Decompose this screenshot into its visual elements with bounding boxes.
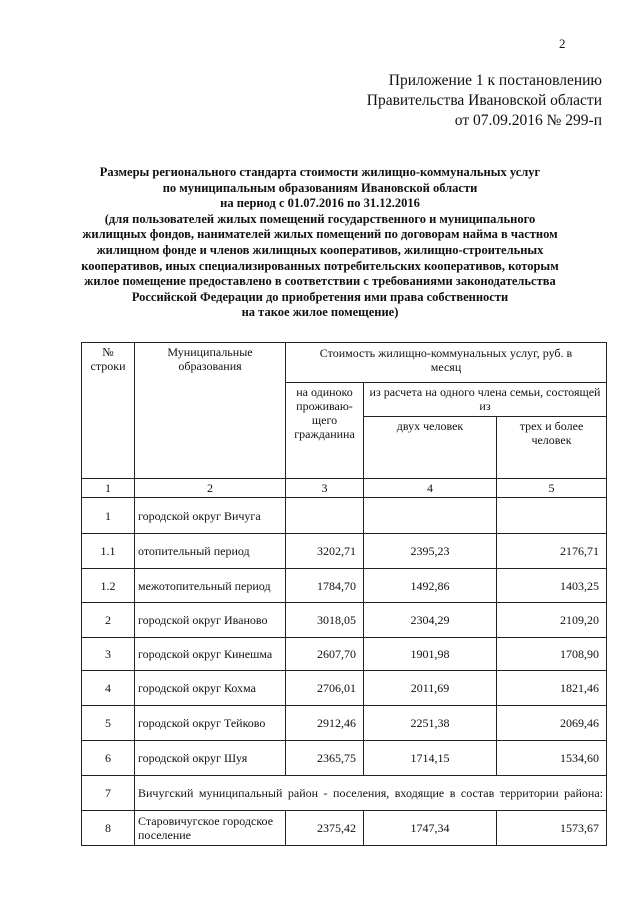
title-line: на такое жилое помещение) <box>241 305 399 320</box>
table-row <box>82 569 607 603</box>
column-number: 4 <box>364 479 497 498</box>
row-name: городской округ Вичуга <box>135 498 286 534</box>
table-row <box>82 498 607 534</box>
row-two: 2304,29 <box>364 603 497 638</box>
table-row <box>82 638 607 671</box>
rates-table <box>81 342 607 846</box>
row-two: 1747,34 <box>364 811 497 846</box>
row-two: 2395,23 <box>364 534 497 569</box>
row-single: 2912,46 <box>286 706 364 741</box>
row-single: 2365,75 <box>286 741 364 776</box>
appendix-line: Правительства Ивановской области <box>366 92 602 109</box>
row-single: 2706,01 <box>286 671 364 706</box>
row-two: 1714,15 <box>364 741 497 776</box>
row-three: 1708,90 <box>497 638 607 671</box>
row-name: городской округ Иваново <box>135 603 286 638</box>
row-number: 1.2 <box>82 569 135 603</box>
table-row <box>82 741 607 776</box>
title-line: Российской Федерации до приобретения ими права собственности <box>131 289 509 304</box>
appendix-line: Приложение 1 к постановлению <box>388 72 602 89</box>
row-name: Старовичугское городское поселение <box>135 811 286 846</box>
document-title <box>70 165 570 321</box>
row-number: 1 <box>82 498 135 534</box>
table-row <box>82 671 607 706</box>
row-name: межотопительный период <box>135 569 286 603</box>
row-single <box>286 498 364 534</box>
row-two: 2011,69 <box>364 671 497 706</box>
row-two <box>364 498 497 534</box>
row-three: 2109,20 <box>497 603 607 638</box>
header-single: на одиноко проживаю-щего гражданина <box>286 383 364 479</box>
row-two: 2251,38 <box>364 706 497 741</box>
row-three: 1403,25 <box>497 569 607 603</box>
row-number: 2 <box>82 603 135 638</box>
table-row <box>82 811 607 846</box>
title-line: по муниципальным образованиям Ивановской области <box>162 180 478 195</box>
header-row-number: № строки <box>82 343 135 479</box>
district-heading: Вичугский муниципальный район - поселения, входящие в состав территории района: <box>135 776 607 811</box>
title-line: жилищном фонде и членов жилищных кооперативов, жилищно-строительных <box>96 242 544 257</box>
column-number: 2 <box>135 479 286 498</box>
table-header-row <box>82 343 607 383</box>
appendix-header <box>367 71 602 131</box>
row-three <box>497 498 607 534</box>
header-two: двух человек <box>364 417 497 479</box>
row-single: 3202,71 <box>286 534 364 569</box>
row-number: 1.1 <box>82 534 135 569</box>
table-row <box>82 776 607 811</box>
table-row <box>82 534 607 569</box>
row-single: 2375,42 <box>286 811 364 846</box>
row-number: 8 <box>82 811 135 846</box>
row-three: 1573,67 <box>497 811 607 846</box>
title-line: кооперативов, иных специализированных потребительских кооперативов, которым <box>81 258 559 273</box>
row-three: 2176,71 <box>497 534 607 569</box>
page-number: 2 <box>559 36 566 51</box>
column-number: 3 <box>286 479 364 498</box>
row-number: 4 <box>82 671 135 706</box>
header-per-member: из расчета на одного члена семьи, состоящей из <box>364 383 607 417</box>
title-line: жилищных фондов, нанимателей жилых помещений по договорам найма в частном <box>82 227 558 242</box>
appendix-line: от 07.09.2016 № 299-п <box>454 112 602 129</box>
title-line: на период с 01.07.2016 по 31.12.2016 <box>220 196 420 211</box>
header-cost: Стоимость жилищно-коммунальных услуг, руб. в месяц <box>286 343 607 383</box>
row-name: городской округ Тейково <box>135 706 286 741</box>
row-two: 1901,98 <box>364 638 497 671</box>
row-single: 1784,70 <box>286 569 364 603</box>
table-row <box>82 706 607 741</box>
table-row <box>82 603 607 638</box>
row-name: городской округ Кинешма <box>135 638 286 671</box>
title-line: (для пользователей жилых помещений государственного и муниципального <box>104 211 536 226</box>
row-single: 3018,05 <box>286 603 364 638</box>
row-name: городской округ Кохма <box>135 671 286 706</box>
row-name: городской округ Шуя <box>135 741 286 776</box>
row-number: 7 <box>82 776 135 811</box>
row-three: 1821,46 <box>497 671 607 706</box>
row-two: 1492,86 <box>364 569 497 603</box>
column-numbers-row <box>82 479 607 498</box>
title-line: Размеры регионального стандарта стоимости жилищно-коммунальных услуг <box>99 165 541 179</box>
row-single: 2607,70 <box>286 638 364 671</box>
row-number: 5 <box>82 706 135 741</box>
row-number: 6 <box>82 741 135 776</box>
column-number: 1 <box>82 479 135 498</box>
title-line: жилое помещение предоставлено в соответствии с требованиями законодательства <box>84 274 556 289</box>
header-three-plus: трех и более человек <box>497 417 607 479</box>
row-three: 1534,60 <box>497 741 607 776</box>
column-number: 5 <box>497 479 607 498</box>
header-municipality: Муниципальные образования <box>135 343 286 479</box>
row-name: отопительный период <box>135 534 286 569</box>
row-three: 2069,46 <box>497 706 607 741</box>
row-number: 3 <box>82 638 135 671</box>
